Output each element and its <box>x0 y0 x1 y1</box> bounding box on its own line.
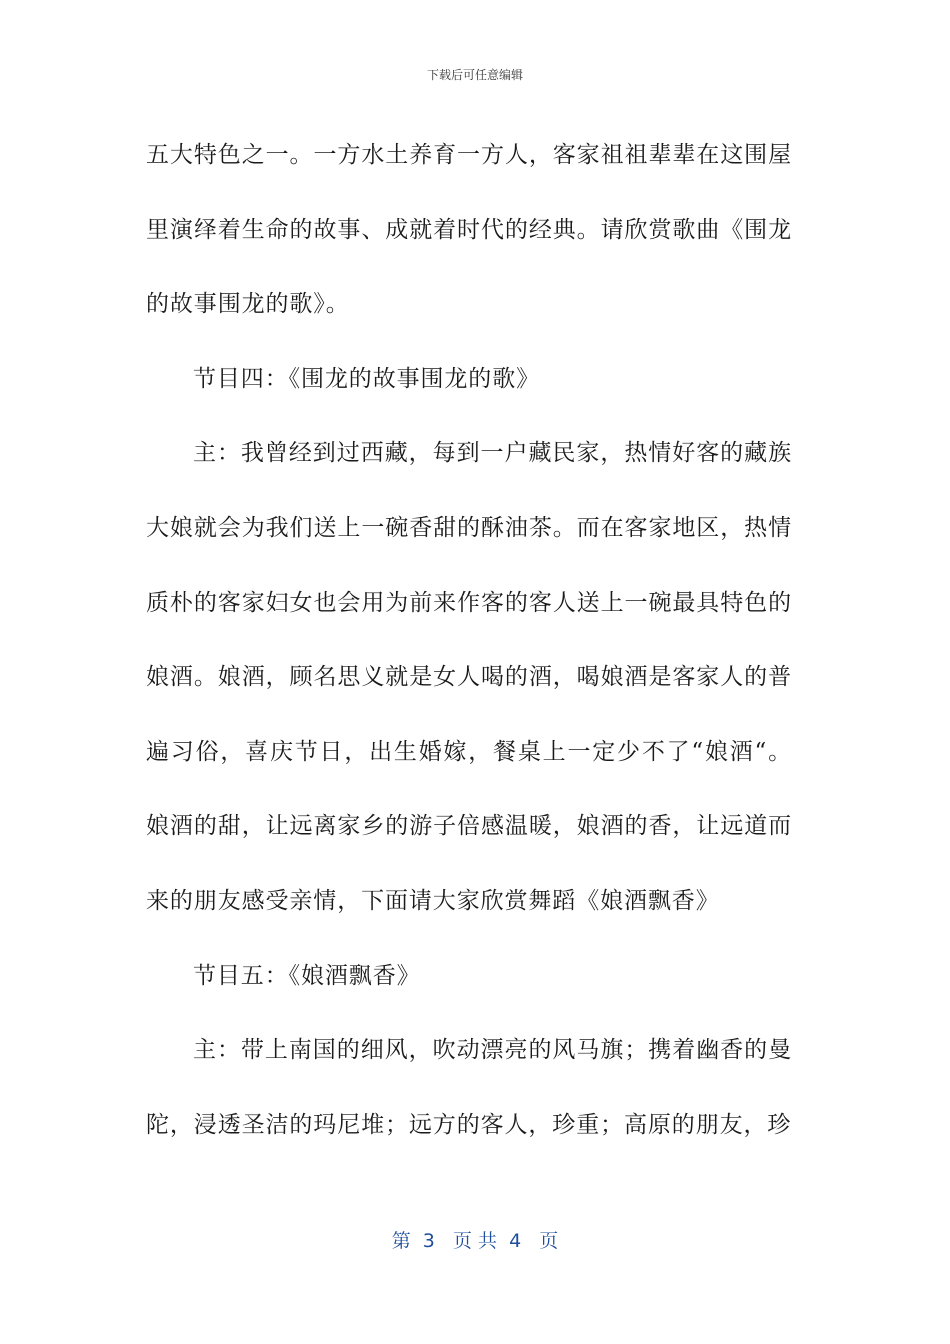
section-heading: 节目五：《娘酒飘香》 <box>193 962 421 989</box>
page-number: 第 3 页 共 4 页 <box>391 1230 559 1252</box>
paragraph: 主：带上南国的细风，吹动漂亮的风马旗；携着幽香的曼陀，浸透圣洁的玛尼堆；远方的客人，珍重；高原的朋友，珍 <box>146 1037 792 1138</box>
document-body <box>146 118 792 1162</box>
section-heading: 节目四：《围龙的故事围龙的歌》 <box>193 365 540 392</box>
paragraph: 主：我曾经到过西藏，每到一户藏民家，热情好客的藏族大娘就会为我们送上一碗香甜的酥油茶。而在客家地区，热情质朴的客家妇女也会用为前来作客的客人送上一碗最具特色的娘酒。娘酒，顾名思义就是女人喝的酒，喝娘酒是客家人的普遍习俗，喜庆节日，出生婚嫁，餐桌上一定少不了“娘酒“。娘酒的甜，让远离家乡的游子倍感温暖，娘酒的香，让远道而来的朋友感受亲情，下面请大家欣赏舞蹈《娘酒飘香》 <box>146 440 792 914</box>
paragraph: 五大特色之一。一方水土养育一方人，客家祖祖辈辈在这围屋里演绎着生命的故事、成就着时代的经典。请欣赏歌曲《围龙的故事围龙的歌》。 <box>146 142 792 318</box>
page-header-note: 下载后可任意编辑 <box>426 68 523 82</box>
